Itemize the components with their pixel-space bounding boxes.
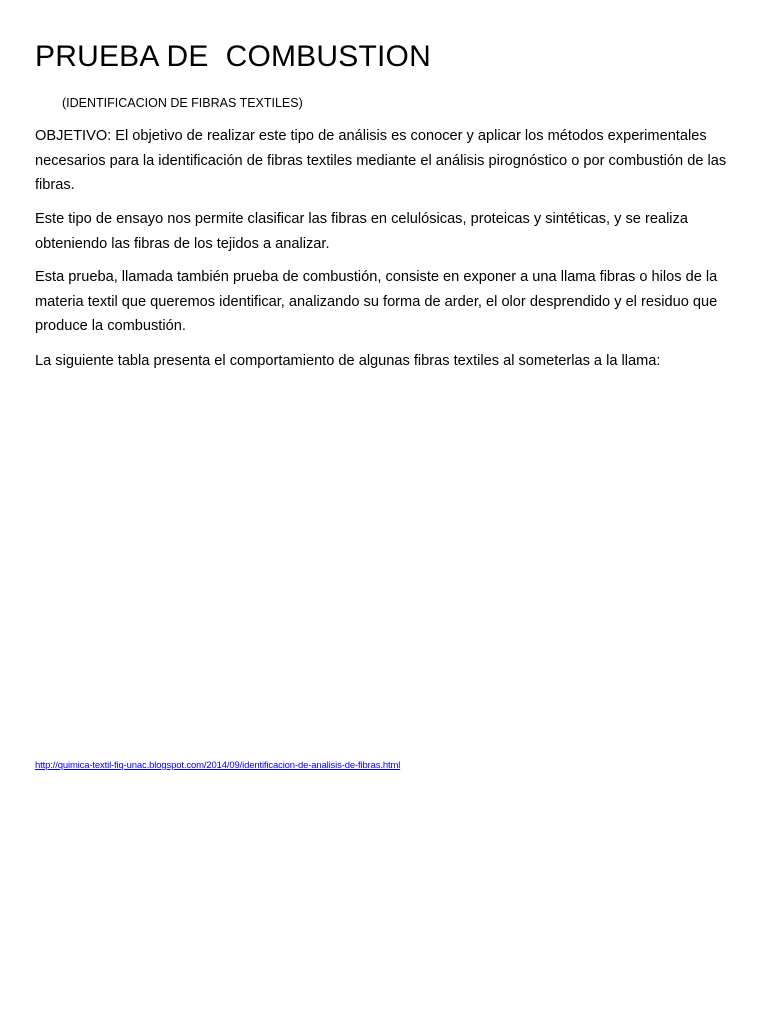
method-paragraph: Esta prueba, llamada también prueba de combustión, consiste en exponer a una llama fibras o hilos de la materia textil que queremos identificar, analizando su forma de arder, el olor desprendido y el residuo que produce la combustión.: [35, 269, 718, 334]
page-subtitle: (IDENTIFICACION DE FIBRAS TEXTILES): [62, 96, 303, 110]
classification-paragraph: Este tipo de ensayo nos permite clasificar las fibras en celulósicas, proteicas y sintéticas, y se realiza obteniendo las fibras de los tejidos a analizar.: [35, 211, 688, 252]
objective-paragraph: OBJETIVO: El objetivo de realizar este tipo de análisis es conocer y aplicar los métodos experimentales necesarios para la identificación de fibras textiles mediante el análisis pirognóstico o por combustión de las fibras.: [35, 128, 727, 193]
page-title: PRUEBA DE COMBUSTION: [35, 40, 431, 73]
source-link[interactable]: http://quimica-textil-fiq-unac.blogspot.com/2014/09/identificacion-de-analisis-de-fibras.html: [35, 760, 401, 771]
table-intro-paragraph: La siguiente tabla presenta el comportamiento de algunas fibras textiles al someterlas a la llama:: [35, 353, 661, 369]
